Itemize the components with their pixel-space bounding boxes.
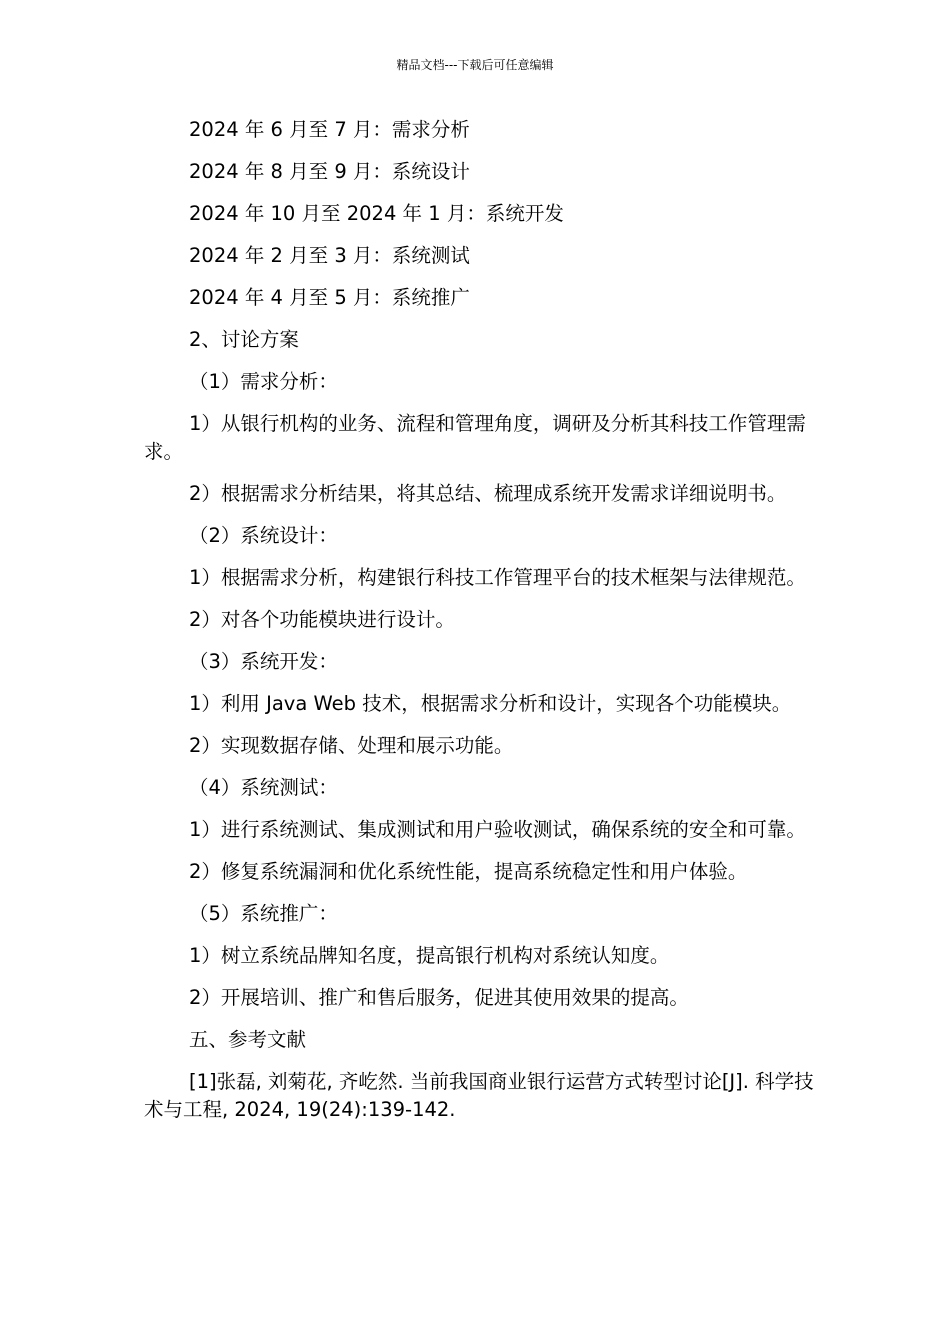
paragraph: 2）根据需求分析结果，将其总结、梳理成系统开发需求详细说明书。 [189, 482, 787, 505]
paragraph: 2）实现数据存储、处理和展示功能。 [189, 734, 514, 757]
section-heading: 2、讨论方案 [189, 328, 299, 351]
paragraph: 1）从银行机构的业务、流程和管理角度，调研及分析其科技工作管理需求。 [144, 412, 806, 463]
schedule-item: 2024 年 8 月至 9 月：系统设计 [189, 160, 470, 183]
paragraph: 1）利用 Java Web 技术，根据需求分析和设计，实现各个功能模块。 [189, 692, 792, 715]
page-header: 精品文档---下载后可任意编辑 [396, 58, 554, 72]
paragraph: 1）进行系统测试、集成测试和用户验收测试，确保系统的安全和可靠。 [189, 818, 806, 841]
paragraph: 2）修复系统漏洞和优化系统性能，提高系统稳定性和用户体验。 [189, 860, 748, 883]
section-heading: 五、参考文献 [189, 1028, 307, 1051]
paragraph: 2）对各个功能模块进行设计。 [189, 608, 455, 631]
subsection-title: （2）系统设计： [189, 524, 338, 547]
reference-entry: [1]张磊, 刘菊花, 齐屹然. 当前我国商业银行运营方式转型讨论[J]. 科学技术与工程, 2024, 19(24):139-142. [144, 1070, 814, 1121]
subsection-title: （1）需求分析： [189, 370, 338, 393]
document-body [144, 116, 816, 1138]
subsection-title: （3）系统开发： [189, 650, 338, 673]
schedule-item: 2024 年 10 月至 2024 年 1 月：系统开发 [189, 202, 564, 225]
subsection-title: （4）系统测试： [189, 776, 338, 799]
schedule-item: 2024 年 6 月至 7 月：需求分析 [189, 118, 470, 141]
schedule-item: 2024 年 4 月至 5 月：系统推广 [189, 286, 470, 309]
paragraph: 1）根据需求分析，构建银行科技工作管理平台的技术框架与法律规范。 [189, 566, 806, 589]
paragraph: 1）树立系统品牌知名度，提高银行机构对系统认知度。 [189, 944, 670, 967]
schedule-item: 2024 年 2 月至 3 月：系统测试 [189, 244, 470, 267]
subsection-title: （5）系统推广： [189, 902, 338, 925]
paragraph: 2）开展培训、推广和售后服务，促进其使用效果的提高。 [189, 986, 689, 1009]
